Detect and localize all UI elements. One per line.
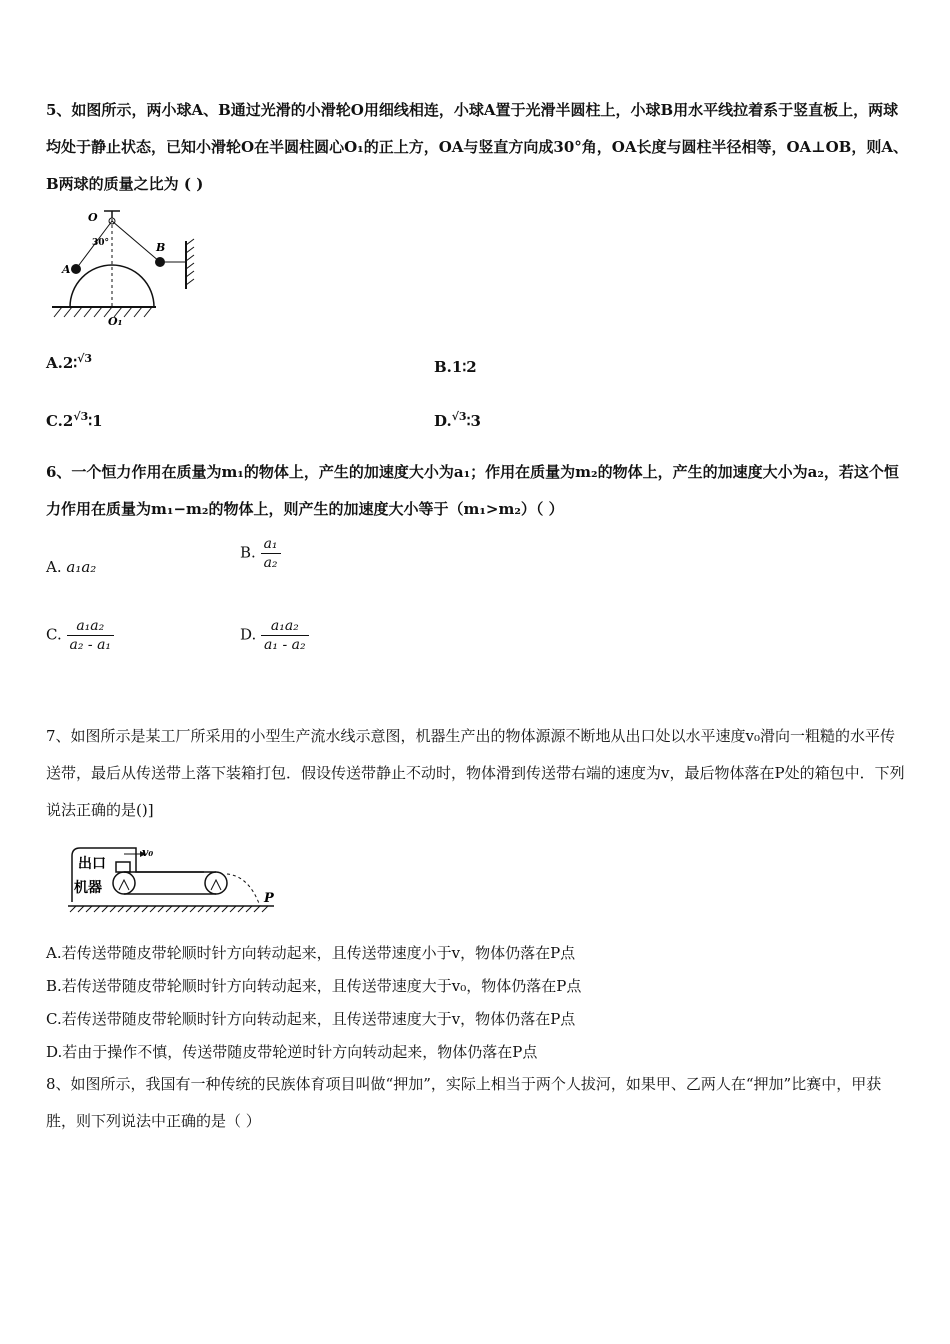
q6-option-a <box>46 558 96 576</box>
q5-figure <box>46 205 206 330</box>
q5-option-d <box>434 410 481 430</box>
fraction-numerator: a₁a₂ <box>67 618 115 636</box>
q6-option-c-label: C. <box>46 625 62 644</box>
q5-option-c <box>46 410 103 430</box>
q6-option-d-label: D. <box>240 625 257 644</box>
label-exit: 出口 <box>78 856 106 872</box>
q5-option-a <box>46 352 92 372</box>
q6-option-c <box>46 618 114 653</box>
q5-option-c-prefix: C.2 <box>46 412 74 430</box>
q6-option-b <box>240 536 281 571</box>
label-a: A <box>62 263 71 276</box>
q7-option-b: B.若传送带随皮带轮顺时针方向转动起来，且传送带速度大于v₀，物体仍落在P点 <box>46 977 582 995</box>
q6-option-a-expr: a₁a₂ <box>66 558 97 576</box>
q5-option-c-suffix: ∶1 <box>88 412 103 430</box>
fraction <box>261 536 281 571</box>
q6-option-b-label: B. <box>240 543 256 562</box>
label-b: B <box>156 241 166 254</box>
q5-option-d-prefix: D. <box>434 412 452 430</box>
fraction-denominator: a₁ - a₂ <box>264 637 306 653</box>
sqrt3-c: √3 <box>73 410 89 423</box>
q6-stem: 6、一个恒力作用在质量为m₁的物体上，产生的加速度大小为a₁；作用在质量为m₂的物体上，产生的加速度大小为a₂，若这个恒力作用在质量为m₁−m₂的物体上，则产生的加速度大小等于（m₁>m₂）（ ） <box>46 463 899 518</box>
sqrt3-d: √3 <box>451 410 467 423</box>
q7-stem: 7、如图所示是某工厂所采用的小型生产流水线示意图，机器生产出的物体源源不断地从出口处以水平速度v₀滑向一粗糙的水平传送带，最后从传送带上落下装箱打包．假设传送带静止不动时，物体滑到传送带右端的速度为v，最后物体落在P处的箱包中．下列说法正确的是()] <box>46 727 905 819</box>
fraction-numerator: a₁ <box>261 536 281 554</box>
fraction <box>261 618 309 653</box>
sqrt3-a: √3 <box>77 352 93 365</box>
q5-option-a-prefix: A.2∶ <box>46 354 78 372</box>
q5-option-d-suffix: ∶3 <box>466 412 481 430</box>
fraction-denominator: a₂ - a₁ <box>69 637 112 653</box>
q6-option-a-label: A. <box>46 558 62 576</box>
q7-option-a: A.若传送带随皮带轮顺时针方向转动起来，且传送带速度小于v，物体仍落在P点 <box>46 944 576 962</box>
q5-option-b: B.1∶2 <box>434 358 477 376</box>
fraction <box>67 618 115 653</box>
label-p: P <box>264 891 274 906</box>
fraction-denominator: a₂ <box>263 555 278 571</box>
q6-option-d <box>240 618 309 653</box>
label-o1: O₁ <box>108 315 123 328</box>
label-v0: v₀ <box>142 846 154 859</box>
q5-stem: 5、如图所示，两小球A、B通过光滑的小滑轮O用细线相连，小球A置于光滑半圆柱上，小球B用水平线拉着系于竖直板上，两球均处于静止状态，已知小滑轮O在半圆柱圆心O₁的正上方，OA与竖直方向成30°角，OA长度与圆柱半径相等，OA⊥OB，则A、B两球的质量之比为 ( ) <box>46 101 908 193</box>
q7-figure <box>64 842 284 914</box>
label-angle: 30° <box>92 238 110 248</box>
label-o: O <box>88 211 98 224</box>
q8-stem: 8、如图所示，我国有一种传统的民族体育项目叫做“押加”，实际上相当于两个人拔河，如果甲、乙两人在“押加”比赛中，甲获胜，则下列说法中正确的是（ ） <box>46 1075 882 1130</box>
label-machine: 机器 <box>74 880 102 896</box>
fraction-numerator: a₁a₂ <box>261 618 309 636</box>
q7-option-c: C.若传送带随皮带轮顺时针方向转动起来，且传送带速度大于v，物体仍落在P点 <box>46 1010 576 1028</box>
q7-option-d: D.若由于操作不慎，传送带随皮带轮逆时针方向转动起来，物体仍落在P点 <box>46 1043 538 1061</box>
